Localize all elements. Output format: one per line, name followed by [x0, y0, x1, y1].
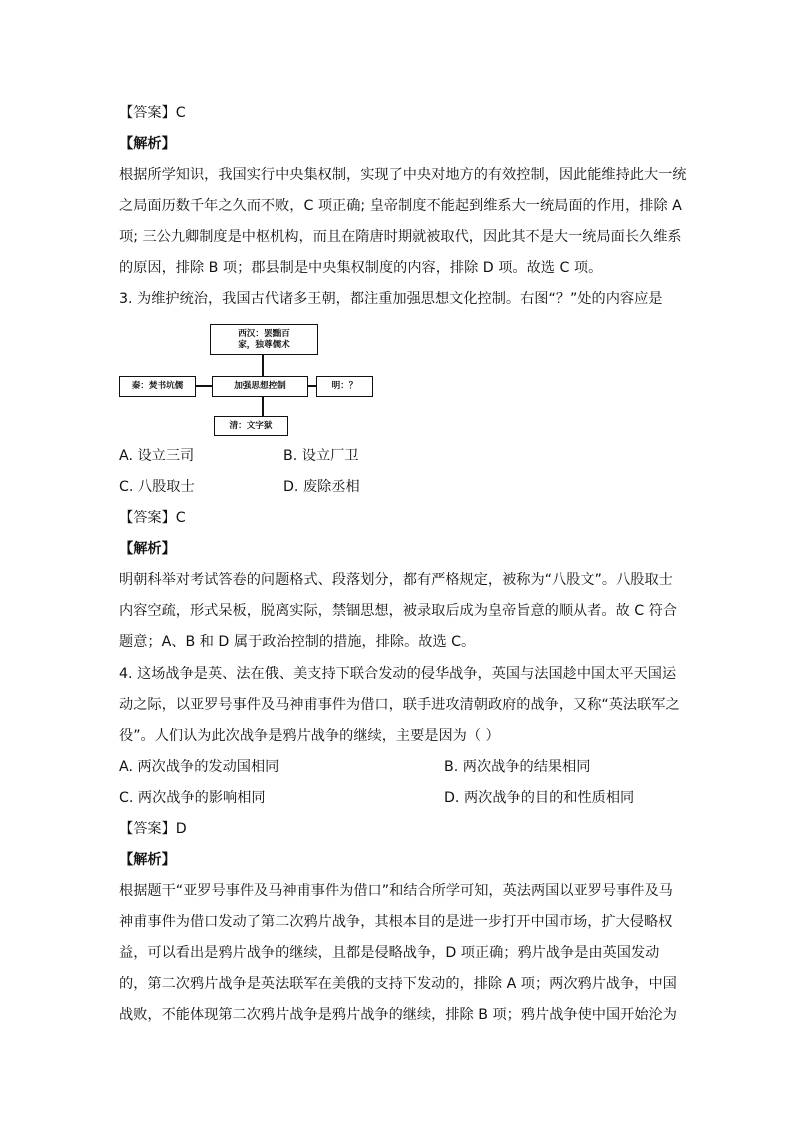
- q3-analysis-line: 明朝科举对考试答卷的问题格式、段落划分，都有严格规定，被称为“八股文”。八股取士: [119, 572, 673, 588]
- q4-analysis-heading: 【解析】: [119, 852, 176, 868]
- q2-analysis-line: 之局面历数千年之久而不败，C 项正确; 皇帝制度不能起到维系大一统局面的作用，排除 A: [119, 198, 682, 214]
- q3-option-d: D. 废除丞相: [283, 479, 360, 495]
- q4-analysis-line: 的，第二次鸦片战争是英法联军在美俄的支持下发动的，排除 A 项；两次鸦片战争，中国: [119, 976, 677, 992]
- q3-option-c: C. 八股取士: [119, 479, 195, 495]
- diagram-box-ming: 明：？: [316, 376, 373, 397]
- q4-analysis-line: 战败，不能体现第二次鸦片战争是鸦片战争的继续，排除 B 项；鸦片战争使中国开始沦为: [119, 1007, 677, 1023]
- q2-analysis-line: 的原因，排除 B 项；郡县制是中央集权制度的内容，排除 D 项。故选 C 项。: [119, 260, 603, 276]
- q2-answer: 【答案】C: [119, 105, 186, 121]
- q3-stem: 3. 为维护统治，我国古代诸多王朝，都注重加强思想文化控制。右图“？”处的内容应是: [119, 291, 663, 307]
- q4-analysis-line: 神甫事件为借口发动了第二次鸦片战争，其根本目的是进一步打开中国市场，扩大侵略权: [119, 914, 673, 930]
- diagram-box-western-han: 西汉：罢黜百 家，独尊儒术: [210, 324, 318, 355]
- q2-analysis-line: 根据所学知识，我国实行中央集权制，实现了中央对地方的有效控制，因此能维持此大一统: [119, 167, 687, 183]
- q3-answer: 【答案】C: [119, 510, 186, 526]
- q2-analysis-line: 项; 三公九卿制度是中枢机构，而且在隋唐时期就被取代，因此其不是大一统局面长久维系: [119, 229, 682, 245]
- q4-option-d: D. 两次战争的目的和性质相同: [444, 790, 635, 806]
- q3-analysis-line: 题意；A、B 和 D 属于政治控制的措施，排除。故选 C。: [119, 634, 476, 650]
- q4-stem-line: 役”。人们认为此次战争是鸦片战争的继续，主要是因为（ ）: [119, 728, 500, 744]
- q4-stem-line: 4. 这场战争是英、法在俄、美支持下联合发动的侵华战争，英国与法国趁中国太平天国运: [119, 666, 677, 682]
- q4-option-a: A. 两次战争的发动国相同: [119, 759, 280, 775]
- q3-analysis-heading: 【解析】: [119, 541, 176, 557]
- connector-top: [262, 354, 264, 376]
- q4-option-b: B. 两次战争的结果相同: [444, 759, 591, 775]
- q2-analysis-heading: 【解析】: [119, 136, 176, 152]
- diagram-box-qin: 秦：焚书坑儒: [119, 376, 196, 397]
- q4-option-c: C. 两次战争的影响相同: [119, 790, 266, 806]
- q4-analysis-line: 根据题干“亚罗号事件及马神甫事件为借口”和结合所学可知，英法两国以亚罗号事件及马: [119, 883, 673, 899]
- thought-control-diagram: [119, 324, 379, 436]
- q3-option-b: B. 设立厂卫: [283, 448, 359, 464]
- q4-answer: 【答案】D: [119, 821, 187, 837]
- q3-option-a: A. 设立三司: [119, 448, 195, 464]
- q4-stem-line: 动之际，以亚罗号事件及马神甫事件为借口，联手进攻清朝政府的战争，又称“英法联军之: [119, 697, 680, 713]
- diagram-box-center: 加强思想控制: [212, 376, 308, 397]
- q4-analysis-line: 益，可以看出是鸦片战争的继续，且都是侵略战争，D 项正确；鸦片战争是由英国发动: [119, 945, 660, 961]
- connector-left: [195, 385, 212, 387]
- q3-analysis-line: 内容空疏，形式呆板，脱离实际，禁锢思想，被录取后成为皇帝旨意的顺从者。故 C 符合: [119, 603, 678, 619]
- connector-bottom: [262, 396, 264, 417]
- diagram-box-qing: 清：文字狱: [214, 416, 288, 436]
